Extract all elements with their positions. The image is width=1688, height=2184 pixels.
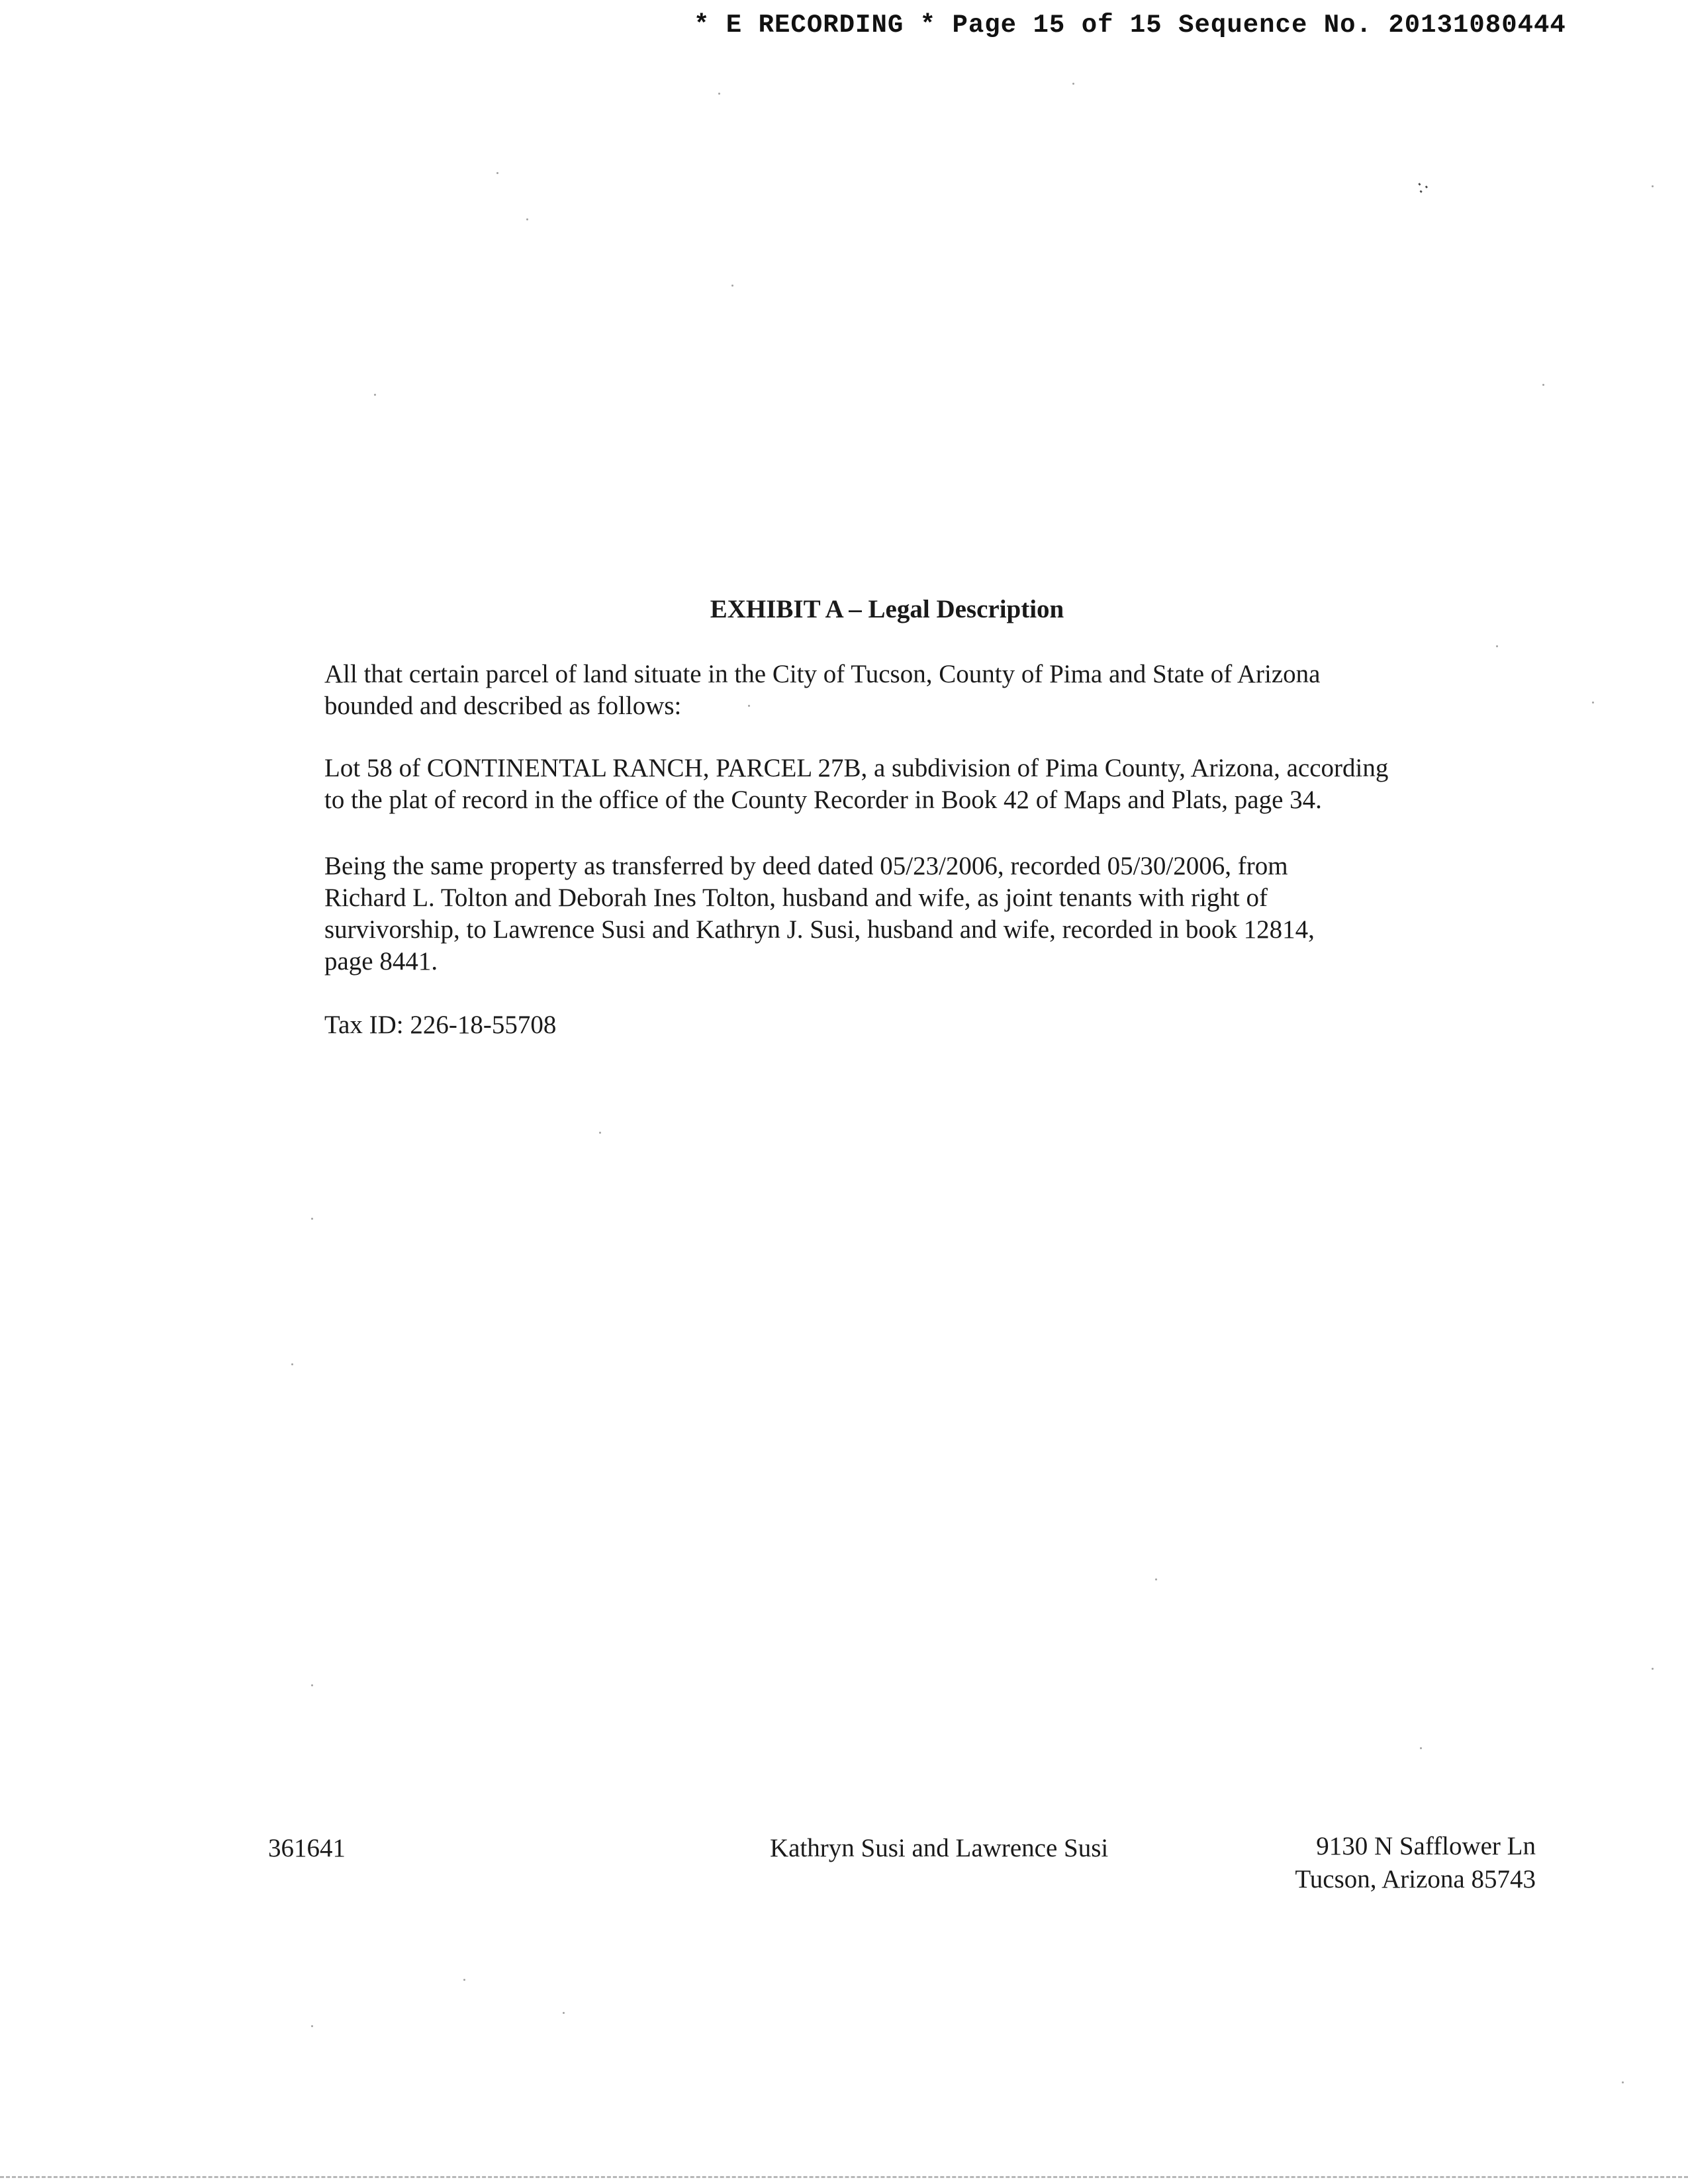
paragraph-line: Being the same property as transferred by deed dated 05/23/2006, recorded 05/30/2006, from: [324, 852, 1288, 880]
paragraph-line: All that certain parcel of land situate in the City of Tucson, County of Pima and State of Arizona: [324, 660, 1321, 688]
scan-speck: [1592, 702, 1594, 704]
scan-bottom-edge: [0, 2176, 1688, 2180]
scan-speck: [1496, 645, 1498, 647]
paragraph-line: to the plat of record in the office of the County Recorder in Book 42 of Maps and Plats, page 34.: [324, 786, 1322, 814]
deed-history-paragraph: [324, 850, 1503, 978]
scan-speck: [731, 285, 733, 287]
footer-address: [1295, 1830, 1536, 1896]
scan-speck: [1652, 185, 1654, 187]
scan-speck: [718, 93, 720, 95]
paragraph-line: Richard L. Tolton and Deborah Ines Tolton, husband and wife, as joint tenants with right of: [324, 884, 1268, 912]
scan-speck: [526, 218, 528, 220]
footer-owner-names: Kathryn Susi and Lawrence Susi: [770, 1834, 1109, 1862]
recording-stamp: * E RECORDING * Page 15 of 15 Sequence No. 20131080444: [694, 11, 1566, 40]
scan-mark-icon: ∴: [1411, 176, 1433, 199]
paragraph-line: survivorship, to Lawrence Susi and Kathryn J. Susi, husband and wife, recorded in book 12814,: [324, 915, 1315, 944]
scan-speck: [1420, 1747, 1422, 1749]
address-line: 9130 N Safflower Ln: [1316, 1832, 1536, 1860]
tax-id: Tax ID: 226-18-55708: [324, 1011, 557, 1039]
paragraph-line: bounded and described as follows:: [324, 692, 682, 720]
parcel-intro-paragraph: [324, 659, 1503, 722]
scan-speck: [563, 2012, 565, 2014]
address-line: Tucson, Arizona 85743: [1295, 1865, 1536, 1893]
scan-speck: [496, 172, 498, 174]
paragraph-line: page 8441.: [324, 947, 438, 976]
scan-speck: [1072, 83, 1074, 85]
scan-speck: [599, 1132, 601, 1134]
scan-speck: [463, 1979, 465, 1981]
scan-speck: [291, 1363, 293, 1365]
scan-speck: [311, 1218, 313, 1220]
lot-description-paragraph: [324, 752, 1503, 816]
scan-speck: [1652, 1668, 1654, 1670]
scan-speck: [1622, 2081, 1624, 2083]
scan-speck: [311, 1684, 313, 1686]
scan-speck: [311, 2025, 313, 2027]
paragraph-line: Lot 58 of CONTINENTAL RANCH, PARCEL 27B, a subdivision of Pima County, Arizona, according: [324, 754, 1389, 782]
exhibit-title: EXHIBIT A – Legal Description: [710, 595, 1064, 623]
scan-speck: [1542, 384, 1544, 386]
scan-speck: [1155, 1578, 1157, 1580]
scan-speck: [374, 394, 376, 396]
footer-record-id: 361641: [268, 1834, 346, 1862]
